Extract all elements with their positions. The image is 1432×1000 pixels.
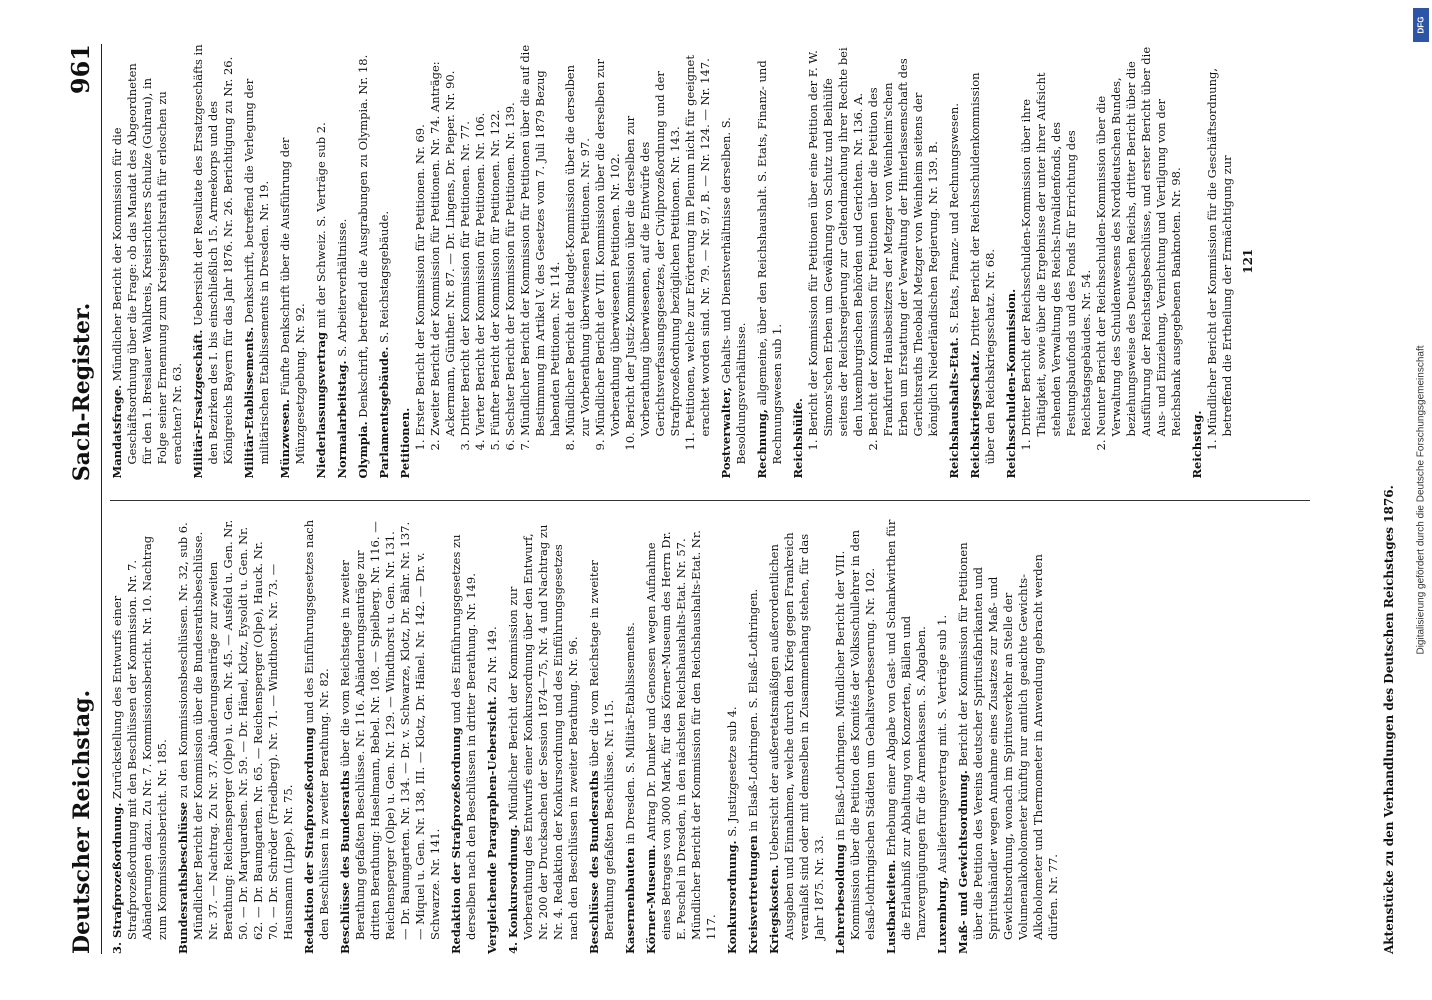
entry-heading: Reichshülfe. (791, 398, 805, 479)
entry-subitem: 1. Erster Bericht der Kommission für Petitionen. Nr. 69. (413, 124, 427, 451)
register-entry (1190, 44, 1235, 479)
register-entry (968, 44, 998, 479)
entry-heading: Mandatsfrage. (110, 384, 124, 479)
register-entry (242, 44, 272, 479)
entry-heading: Postverwalter, (719, 387, 733, 479)
entry-subitem: 8. Mündlicher Bericht der Budget-Kommission über die derselben zur Vorberathung überwiesenen Petitionen. Nr. 97. (563, 64, 592, 451)
register-entry (623, 520, 638, 955)
register-entry (947, 44, 962, 479)
entry-text: und des Einführungsgesetzes zu derselben nach den Beschlüssen in dritter Berathung. Nr. 149. (449, 534, 478, 940)
entry-heading: 4. Konkursordnung. (506, 824, 520, 954)
entry-heading: Reichsschulden-Kommission. (1004, 288, 1018, 479)
register-entry (791, 44, 941, 479)
register-entry (398, 44, 713, 479)
register-entry (485, 520, 500, 955)
left-column (110, 501, 1310, 955)
entry-text: in Dresden. S. Militär-Etablissements. (623, 622, 637, 845)
entry-heading: Luxemburg, (935, 876, 949, 954)
entry-heading: Lehrerbesoldung (833, 844, 847, 954)
entry-subitem: 3. Dritter Bericht der Kommission für Petitionen. Nr. 77. (458, 121, 472, 451)
entry-text: Mündlicher Bericht der Kommission zur Vorberathung des Entwurfs einer Konkursordnung über den Entwurf, Nr. 200 der Drucksachen der Session 1874—75, Nr. 4 und Nachtrag zu Nr. 4. Redaktion der Konkursordnung und des Einführungsgesetzes nach den Beschlüssen in zweiter Berathung. Nr. 96. (506, 524, 580, 940)
register-entry (356, 44, 371, 479)
register-entry (746, 520, 761, 955)
register-entry (191, 44, 236, 479)
entry-text: mit der Schweiz. S. Verträge sub 2. (314, 122, 328, 329)
entry-text: Bericht der Kommission für Petitionen über die Petition des Vereins deutscher Spiritusfabrikanten und Spiritushändler wegen Annahme eines Zusatzes zur Maß- und Gewichtsordnung, wonach im Spiritusverkehr an Stelle der Volumenalkoholometer künftig nur amtlich geaichte Gewichts-Alkoholometer und Thermometer in Anwendung gebracht werden dürfen. Nr. 77. (956, 542, 1060, 940)
entry-text: Zu Nr. 149. (485, 626, 499, 693)
entry-heading: Kasernenbauten (623, 847, 637, 954)
register-entry (935, 520, 950, 955)
entry-heading: Niederlassungsvertrag (314, 331, 328, 479)
entry-subitem: 1. Bericht der Kommission für Petitionen über eine Petition der F. W. Simons'schen Erben um Gewährung von Schutz und Beihülfe seitens der Reichsregierung zur Geltendmachung ihrer Rechte bei den luxemburgischen Behörden und Gerichten. Nr. 136. A. (806, 47, 865, 451)
entry-text: Uebersicht der außeretatsmäßigen außerordentlichen Ausgaben und Einnahmen, welche durch den Krieg gegen Frankreich veranlaßt sind oder mit demselben in Zusammenhang stehen, für das Jahr 1875. Nr. 33. (767, 532, 826, 940)
register-columns (110, 44, 1310, 954)
entry-heading: Militär-Etablissements. (242, 326, 256, 479)
entry-heading: Kriegskosten. (767, 864, 781, 954)
entry-subitem: 2. Bericht der Kommission für Petitionen über die Petition des Frankfurter Hausbesitzers der Metzger von Weinheim'schen Erben um Erstattung der Verwaltung der Hinterlassenschaft des Gerichtsraths Theobald Metzger von Weinheim seitens der königlich Niederländischen Regierung. Nr. 139. B. (866, 58, 940, 451)
right-column (110, 44, 1310, 479)
entry-heading: Beschlüsse des Bundesraths (338, 770, 352, 954)
page-number: 961 (66, 44, 95, 95)
header-left-title: Deutscher Reichstag. (69, 689, 95, 954)
entry-heading: Kreisvertretungen (746, 835, 760, 954)
entry-subitem: 1. Mündlicher Bericht der Kommission für die Geschäftsordnung, betreffend die Ertheilung der Ermächtigung zur (1205, 68, 1234, 451)
entry-text: in Elsaß-Lothringen. S. Elsaß-Lothringen. (746, 588, 760, 832)
register-entry (644, 520, 719, 955)
entry-heading: Körner-Museum. (644, 844, 658, 954)
entry-subitem: 11. Petitionen, welche zur Erörterung im Plenum nicht für geeignet erachtet worden sind. Nr. 79. — Nr. 97, B. — Nr. 124. — Nr. 147. (683, 55, 712, 451)
entry-heading: Redaktion der Strafprozeßordnung (449, 727, 463, 954)
digitization-stamp (1412, 8, 1430, 992)
entry-heading: Lustbarkeiten. (884, 859, 898, 954)
dfg-logo-icon (1413, 8, 1429, 42)
register-entry (278, 44, 308, 479)
entry-heading: Reichstag. (1190, 410, 1204, 479)
entry-subitem: 1. Dritter Bericht der Reichsschulden-Kommission über ihre Thätigkeit, sowie über die Ergebnisse der unter ihrer Aufsicht stehenden Verwaltung des Reichs-Invalidenfonds, des Festungsbaufonds und des Fonds für Errichtung des Reichstagsgebäudes. Nr. 54. (1019, 72, 1093, 451)
entry-text: S. Justizgesetze sub 4. (725, 706, 739, 837)
entry-text: S. Reichstagsgebäude. (377, 210, 391, 343)
entry-heading: Reichshaushalts-Etat. (947, 337, 961, 479)
entry-subitem: 6. Sechster Bericht der Kommission für Petitionen. Nr. 139. (503, 102, 517, 451)
page-footer: Aktenstücke zu den Verhandlungen des Deutschen Reichstages 1876. (1382, 485, 1396, 954)
register-entry (755, 44, 785, 479)
entry-heading: Petitionen. (398, 407, 412, 479)
register-entry (506, 520, 581, 955)
entry-heading: Rechnung, (755, 409, 769, 479)
register-entry (725, 520, 740, 955)
entry-subitem: 10. Bericht der Justiz-Kommission über die derselben zur Vorberathung überwiesenen, auf die Entwürfe des Gerichtsverfassungsgesetzes, der Civilprozeßordnung und der Strafprozeßordnung bezüglichen Petitionen. Nr. 143. (623, 71, 682, 451)
entry-text: und des Einführungsgesetzes nach den Beschlüssen in zweiter Berathung. Nr. 82. (302, 519, 331, 940)
dfg-logo-text: DFG (1416, 16, 1426, 34)
register-entry (449, 520, 479, 955)
register-entry (110, 520, 170, 955)
register-entry (956, 520, 1061, 955)
entry-subitem: 4. Vierter Bericht der Kommission für Petitionen. Nr. 106. (473, 112, 487, 451)
register-entry (884, 520, 929, 955)
entry-heading: 3. Strafprozeßordnung. (110, 802, 124, 954)
register-entry (176, 520, 296, 955)
register-entry (302, 520, 332, 955)
entry-heading: Bundesrathsbeschlüsse (176, 801, 190, 954)
register-entry (338, 520, 443, 955)
entry-text: Erhebung einer Abgabe von Gast- und Schankwirthen für die Erlaubniß zur Abhaltung von Konzerten, Bällen und Tanzvergnügungen für die Armenkassen. S. Abgaben. (884, 519, 928, 940)
entry-text: Mündlicher Bericht der Kommission für die Geschäftsordnung über die Frage: ob das Mandat des Abgeordneten für den 1. Breslauer Wahlkreis, Kreisrichters Schulze (Guhrau), in Folge seiner Ernennung zum Kreisgerichtsrath für erloschen zu erachten? Nr. 63. (110, 63, 184, 465)
entry-subitem: 7. Mündlicher Bericht der Kommission für Petitionen über die auf die Bestimmung im Artikel V. des Gesetzes vom 7. Juli 1879 Bezug habenden Petitionen. Nr. 114. (518, 44, 562, 451)
entry-text: Auslieferungsvertrag mit. S. Verträge sub 1. (935, 614, 949, 874)
entry-text: S. Etats, Finanz- und Rechnungswesen. (947, 103, 961, 334)
entry-heading: Konkursordnung. (725, 840, 739, 954)
entry-text: über die vom Reichstage in zweiter Berathung gefaßten Beschlüsse. Nr. 115. (587, 560, 616, 940)
entry-text: Fünfte Denkschrift über die Ausführung der Münzgesetzgebung. Nr. 92. (278, 137, 307, 465)
entry-heading: Redaktion der Strafprozeßordnung (302, 727, 316, 954)
register-entry (314, 44, 329, 479)
entry-subitem: 9. Mündlicher Bericht der VIII. Kommission über die derselben zur Vorberathung überwiesenen Petitionen. Nr. 102. (593, 59, 622, 451)
entry-text: Dritter Bericht der Reichsschuldenkommission über den Reichskriegsschatz. Nr. 68. (968, 72, 997, 465)
entry-subitem: 5. Fünfter Bericht der Kommission für Petitionen. Nr. 122. (488, 109, 502, 451)
entry-heading: Reichskriegsschatz. (968, 350, 982, 479)
register-entry (377, 44, 392, 479)
entry-heading: Normalarbeitstag. (335, 360, 349, 479)
entry-heading: Beschlüsse des Bundesraths (587, 770, 601, 954)
entry-subitem: 2. Neunter Bericht der Reichsschulden-Kommission über die Verwaltung des Schuldenwesens des Norddeutschen Bundes, beziehungsweise des Deutschen Reichs, dritter Bericht über die Ausführung der Reichstagsbeschlüsse, und erster Bericht über die Aus- und Einziehung, Vernichtung und Vertilgung von der Reichsbank ausgegebenen Banknoten. Nr. 98. (1094, 46, 1183, 451)
register-entry (767, 520, 827, 955)
entry-heading: Militär-Ersatzgeschäft. (191, 329, 205, 479)
register-entry (110, 44, 185, 479)
entry-text: Denkschrift, betreffend die Verlegung der militärischen Etablissements in Dresden. Nr. 19. (242, 78, 271, 465)
entry-text: Antrag Dr. Dunker und Genossen wegen Aufnahme eines Betrages von 3000 Mark, für das Körner-Museum des Herrn Dr. E. Peschel in Dresden, in den nächsten Reichshaushalts-Etat. Nr. 57. Mündlicher Bericht der Kommission für den Reichshaushalts-Etat. Nr. 117. (644, 530, 718, 940)
register-entry (833, 520, 878, 955)
header-center-title: Sach-Register. (69, 302, 95, 482)
entry-text: über die vom Reichstage in zweiter Berathung gefaßten Beschlüsse. Nr. 116. Abänderungsanträge zur dritten Berathung: Haselmann, Bebel. Nr. 108. — Spielberg. Nr. 116. — Reichensperger (Olpe) u. Gen. Nr. 129. — Windthorst u. Gen. Nr. 131. — Dr. Baumgarten. Nr. 134. — Dr. v. Schwarze, Klotz, Dr. Bähr. Nr. 137. — Miquel u. Gen. Nr. 138, III. — Klotz, Dr. Hänel. Nr. 142. — Dr. v. Schwarze. Nr. 141. (338, 521, 442, 940)
entry-heading: Maß- und Gewichtsordnung. (956, 770, 970, 954)
entry-text: S. Arbeiterverhältnisse. (335, 218, 349, 357)
entry-text: zu den Kommissionsbeschlüssen. Nr. 32, sub 6. Mündlicher Bericht der Kommission über die Bundesrathsbeschlüsse. Nr. 37. — Nachtrag. Zu Nr. 37. Abänderungsanträge zur zweiten Berathung: Reichensperger (Olpe) u. Gen. Nr. 45. — Ausfeld u. Gen. Nr. 50. — Dr. Marquardsen. Nr. 59. — Dr. Hänel, Klotz, Eysoldt u. Gen. Nr. 62. — Dr. Baumgarten. Nr. 65. — Reichensperger (Olpe), Hauck. Nr. 70. — Dr. Schröder (Friedberg). Nr. 71. — Windthorst. Nr. 73. — Hausmann (Lippe). Nr. 75. (176, 519, 295, 940)
entry-text: allgemeine, über den Reichshaushalt. S. Etats, Finanz- und Rechnungswesen sub 1. (755, 60, 784, 465)
signature-mark: 121 (1241, 248, 1255, 274)
entry-text: Gehalts- und Dienstverhältnisse derselben. S. Besoldungsverhältnisse. (719, 117, 748, 465)
digitization-note: Digitalisierung gefördert durch die Deutsche Forschungsgemeinschaft (1415, 345, 1427, 655)
entry-heading: Olympia. (356, 421, 370, 479)
entry-text: Uebersicht der Resultate des Ersatzgeschäfts in den Bezirken des I. bis einschließlich 15. Armeekorps und des Königreichs Bayern für das Jahr 1876. Nr. 26. Berichtigung zu Nr. 26. (191, 44, 235, 465)
entry-text: Zurückstellung des Entwurfs einer Strafprozeßordnung mit den Beschlüssen der Kommission. Nr. 7. Abänderungen dazu. Zu Nr. 7. Kommissionsbericht. Nr. 10. Nachtrag zum Kommissionsbericht. Nr. 185. (110, 535, 169, 940)
register-entry (587, 520, 617, 955)
entry-heading: Münzwesen. (278, 399, 292, 479)
register-entry (719, 44, 749, 479)
rotated-page (26, 20, 1406, 980)
entry-subitem: 2. Zweiter Bericht der Kommission für Petitionen. Nr. 74. Anträge: Ackermann, Günther. Nr. 87. — Dr. Lingens, Dr. Pieper. Nr. 90. (428, 61, 457, 451)
entry-heading: Parlamentsgebäude. (377, 346, 391, 479)
page-header (66, 44, 102, 954)
register-entry (335, 44, 350, 479)
entry-heading: Vergleichende Paragraphen-Uebersicht. (485, 696, 499, 954)
entry-text: in Elsaß-Lothringen. Mündlicher Bericht der VIII. Kommission über die Petition des Komités der Volksschullehrer in den elsaß-lothringischen Städten um Gehaltsverbesserung. Nr. 102. (833, 529, 877, 940)
register-entry (1004, 44, 1184, 479)
entry-text: Denkschrift, betreffend die Ausgrabungen zu Olympia. Nr. 18. (356, 54, 370, 418)
